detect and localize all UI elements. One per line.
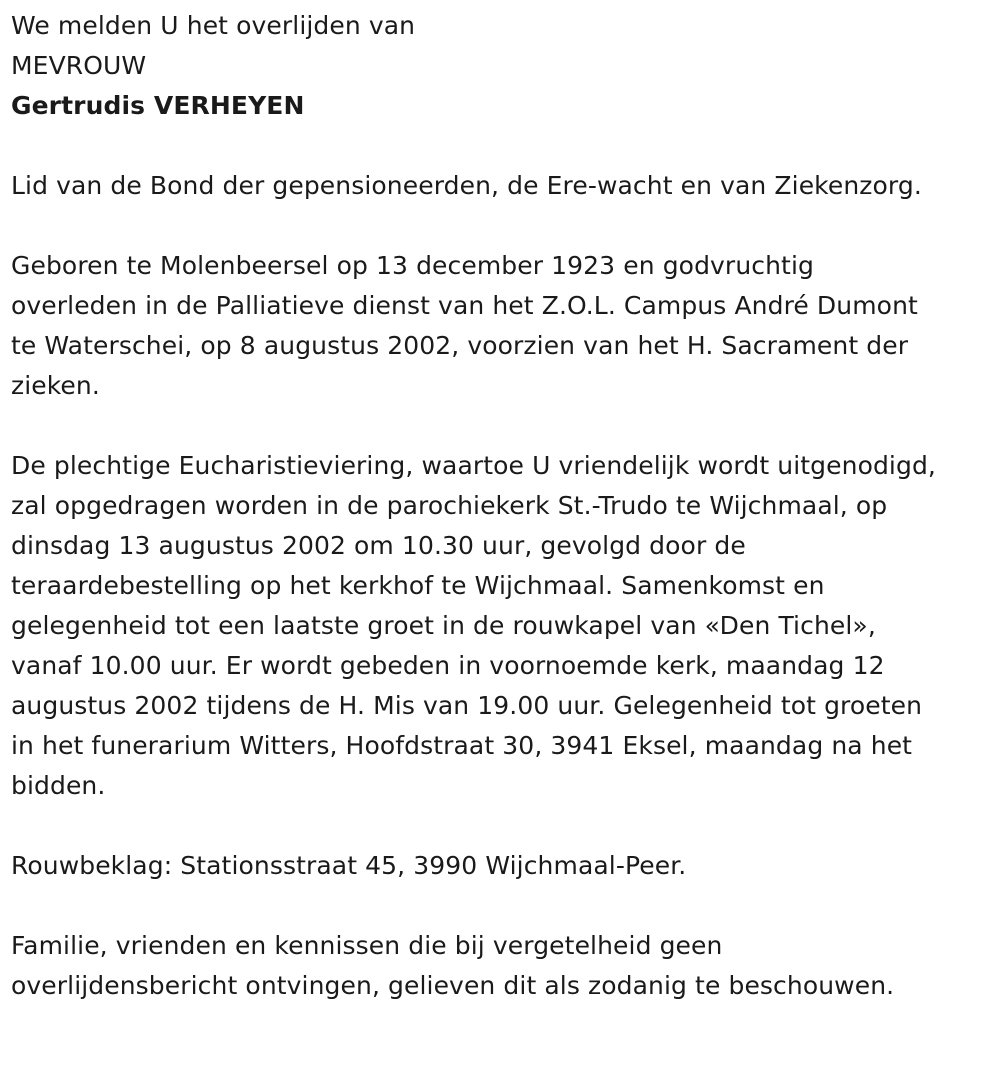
paragraph-line: augustus 2002 tijdens de H. Mis van 19.00 uur. Gelegenheid tot groeten — [11, 691, 923, 720]
spacer — [11, 406, 991, 446]
paragraph-line: in het funerarium Witters, Hoofdstraat 30, 3941 Eksel, maandag na het — [11, 731, 913, 760]
spacer — [11, 126, 991, 166]
paragraph-line: vanaf 10.00 uur. Er wordt gebeden in voornoemde kerk, maandag 12 — [11, 651, 885, 680]
paragraph-line: zal opgedragen worden in de parochiekerk St.-Trudo te Wijchmaal, op — [11, 491, 888, 520]
deceased-name: Gertrudis VERHEYEN — [11, 91, 305, 120]
spacer — [11, 806, 991, 846]
condolence-address: Rouwbeklag: Stationsstraat 45, 3990 Wijchmaal-Peer. — [11, 851, 687, 880]
paragraph-line: dinsdag 13 augustus 2002 om 10.30 uur, gevolgd door de — [11, 531, 746, 560]
spacer — [11, 206, 991, 246]
paragraph-line: De plechtige Eucharistieviering, waartoe U vriendelijk wordt uitgenodigd, — [11, 451, 936, 480]
paragraph-line: Geboren te Molenbeersel op 13 december 1923 en godvruchtig — [11, 251, 814, 280]
ceremony-paragraph — [11, 446, 991, 806]
intro-text: We melden U het overlijden van — [11, 11, 416, 40]
paragraph-line: overleden in de Palliatieve dienst van het Z.O.L. Campus André Dumont — [11, 291, 918, 320]
paragraph-line: Familie, vrienden en kennissen die bij vergetelheid geen — [11, 931, 723, 960]
death-notice — [11, 6, 991, 1006]
paragraph-line: zieken. — [11, 371, 100, 400]
paragraph-line: teraardebestelling op het kerkhof te Wijchmaal. Samenkomst en — [11, 571, 825, 600]
paragraph-line: gelegenheid tot een laatste groet in de rouwkapel van «Den Tichel», — [11, 611, 876, 640]
paragraph-line: overlijdensbericht ontvingen, gelieven dit als zodanig te beschouwen. — [11, 971, 895, 1000]
paragraph-line: bidden. — [11, 771, 106, 800]
membership-text: Lid van de Bond der gepensioneerden, de Ere-wacht en van Ziekenzorg. — [11, 171, 922, 200]
spacer — [11, 886, 991, 926]
paragraph-line: te Waterschei, op 8 augustus 2002, voorzien van het H. Sacrament der — [11, 331, 909, 360]
honorific-title: MEVROUW — [11, 51, 147, 80]
birth-death-paragraph — [11, 246, 991, 406]
closing-paragraph — [11, 926, 991, 1006]
